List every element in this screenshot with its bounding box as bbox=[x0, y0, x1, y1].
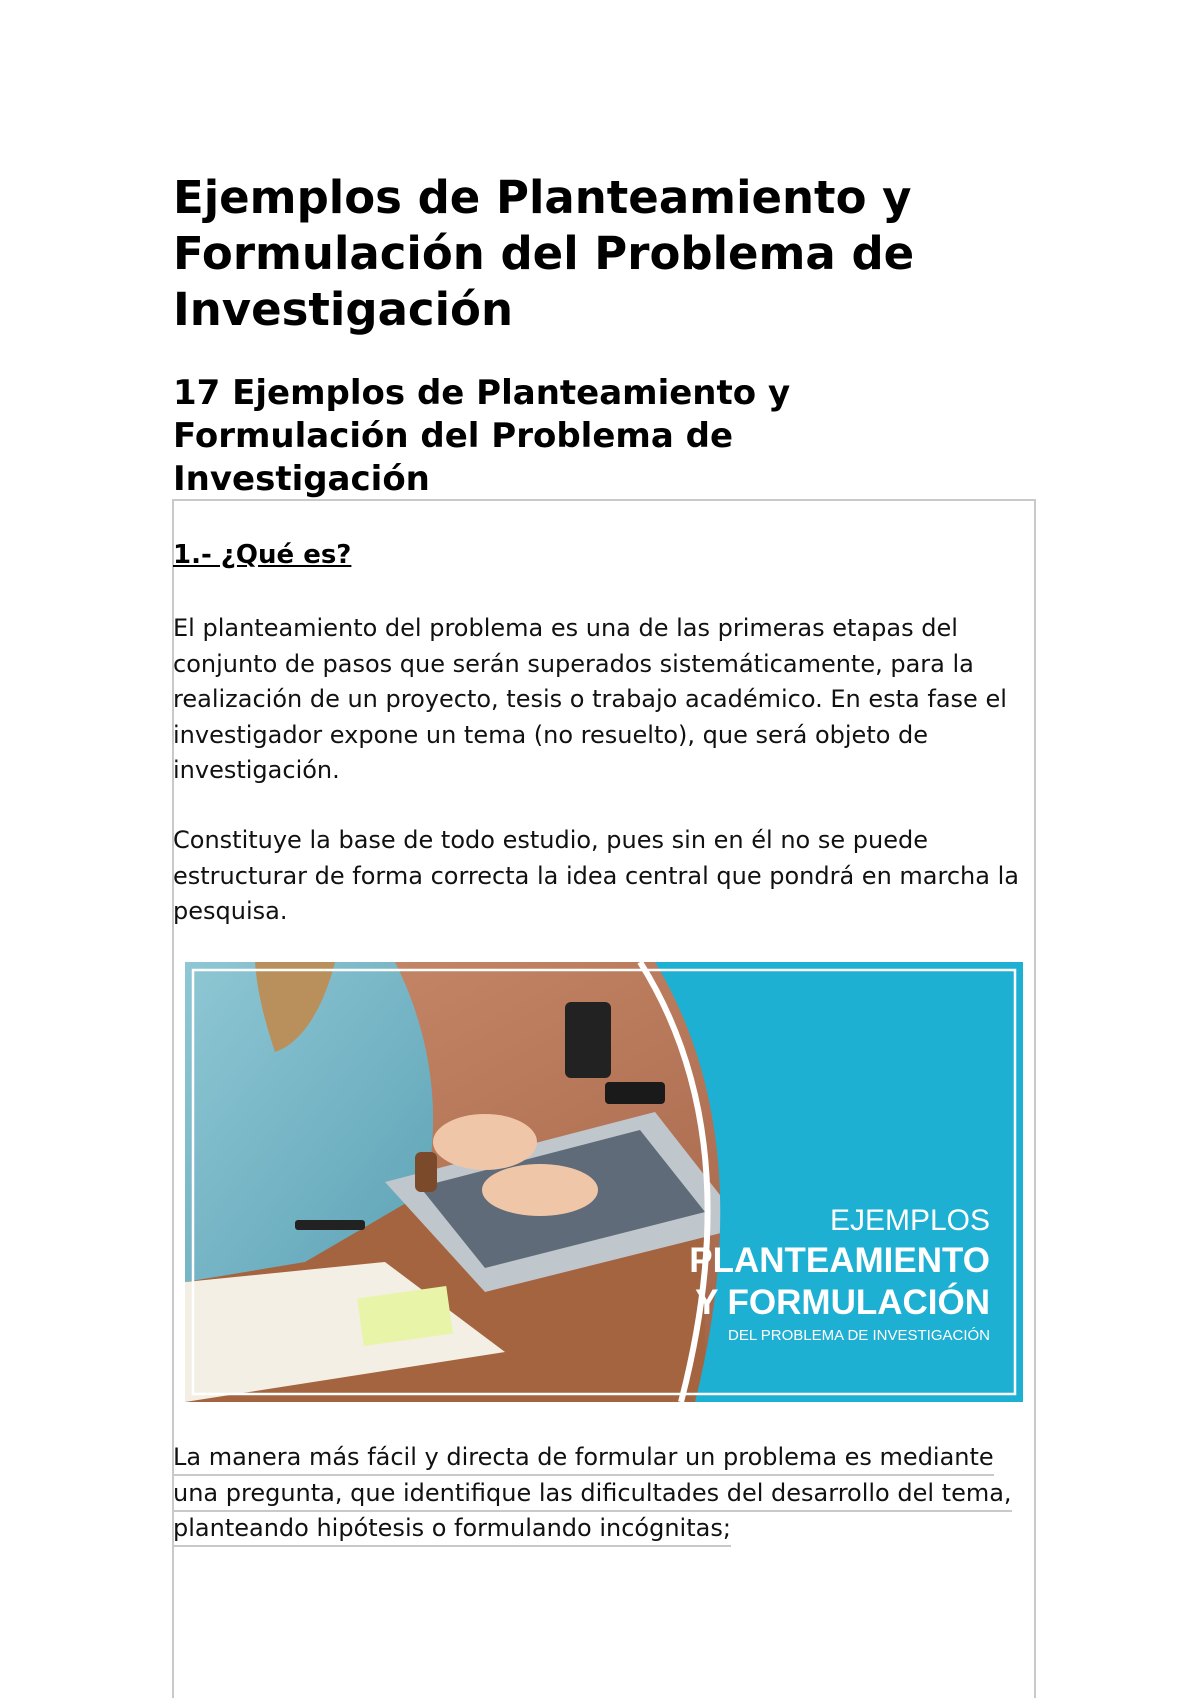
paragraph-foundation: Constituye la base de todo estudio, pues sin en él no se puede estructurar de forma correcta la idea central que pondrá en marcha la pesquisa. bbox=[173, 826, 1019, 925]
banner-line-1: EJEMPLOS bbox=[829, 1204, 990, 1237]
banner-line-2: PLANTEAMIENTO bbox=[689, 1241, 990, 1280]
banner-line-4: DEL PROBLEMA DE INVESTIGACIÓN bbox=[727, 1327, 990, 1344]
feature-image bbox=[185, 962, 1023, 1402]
paragraph-definition: El planteamiento del problema es una de las primeras etapas del conjunto de pasos que serán superados sistemáticamente, para la realización de un proyecto, tesis o trabajo académico. En esta fase el investigador expone un tema (no resuelto), que será objeto de investigación. bbox=[173, 614, 1007, 784]
page-title: Ejemplos de Planteamiento y Formulación del Problema de Investigación bbox=[173, 171, 915, 336]
cup-shape bbox=[565, 1002, 611, 1078]
banner-line-3: Y FORMULACIÓN bbox=[695, 1283, 990, 1322]
article-subtitle: 17 Ejemplos de Planteamiento y Formulación del Problema de Investigación bbox=[173, 373, 791, 499]
section-heading: 1.- ¿Qué es? bbox=[173, 540, 352, 570]
paragraph-formulation bbox=[173, 1440, 1033, 1547]
paragraph-formulation-text: La manera más fácil y directa de formular un problema es mediante una pregunta, que identifique las dificultades del desarrollo del tema, planteando hipótesis o formulando incógnitas; bbox=[173, 1443, 1012, 1547]
